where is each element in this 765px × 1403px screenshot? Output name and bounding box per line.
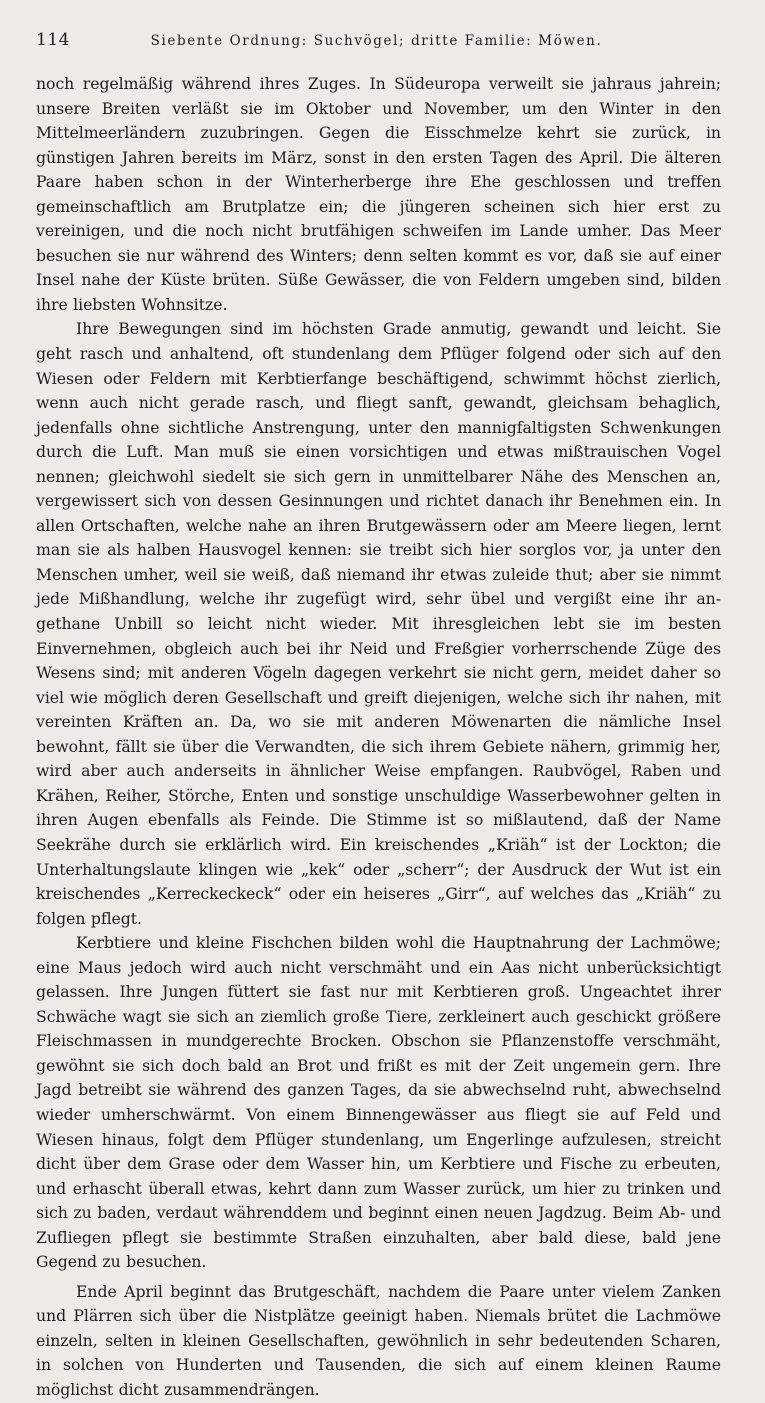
running-head: Siebente Ordnung: Suchvögel; dritte Familie: Möwen. [150,33,603,49]
body-text [36,72,721,1403]
paragraph-2: Ihre Bewegungen sind im höchsten Grade anmutig, gewandt und leicht. Sie geht rasch und anhaltend, oft stundenlang dem Pflüger folgend oder sich auf den Wiesen oder Feldern mit Kerbtierfange beschäftigend, schwimmt höchst zierlich, wenn auch nicht gerade rasch, und fliegt sanft, gewandt, gleichsam behaglich, jedenfalls ohne sichtliche Anstrengung, unter den mannigfaltigsten Schwenkungen durch die Luft. Man muß sie einen vorsichtigen und etwas mißtrauischen Vogel nennen; gleichwohl siedelt sie sich gern in unmittelbarer Nähe des Menschen an, vergewissert sich von dessen Gesinnungen und richtet danach ihr Benehmen ein. In allen Ortschaften, welche nahe an ihren Brutgewässern oder am Meere liegen, lernt man sie als halben Hausvogel kennen: sie treibt sich hier sorglos vor, ja unter den Menschen umher, weil sie weiß, daß niemand ihr etwas zuleide thut; aber sie nimmt jede Mißhandlung, welche ihr zugefügt wird, sehr übel und vergißt eine ihr angethane Unbill so leicht nicht wieder. Mit ihresgleichen lebt sie im besten Einvernehmen, obgleich auch bei ihr Neid und Freßgier vorherrschende Züge des Wesens sind; mit anderen Vögeln dagegen verkehrt sie nicht gern, meidet daher so viel wie möglich deren Gesellschaft und greift diejenigen, welche sich ihr nahen, mit vereinten Kräften an. Da, wo sie mit anderen Möwenarten die nämliche Insel bewohnt, fällt sie über die Verwandten, die sich ihrem Gebiete nähern, grimmig her, wird aber auch anderseits in ähnlicher Weise empfangen. Raubvögel, Raben und Krähen, Reiher, Störche, Enten und sonstige unschuldige Wasserbewohner gelten in ihren Augen ebenfalls als Feinde. Die Stimme ist so mißlautend, daß der Name Seekrähe durch sie erklärlich wird. Ein kreischendes „Kriäh“ ist der Lockton; die Unterhaltungslaute klingen wie „kek“ oder „scherr“; der Ausdruck der Wut ist ein kreischendes „Kerreckeckeck“ oder ein heiseres „Girr“, auf welches das „Kriäh“ zu folgen pflegt. [36,319,721,928]
paragraph-3: Kerbtiere und kleine Fischchen bilden wohl die Hauptnahrung der Lachmöwe; eine Maus jedoch wird auch nicht verschmäht und ein Aas nicht unberücksichtigt gelassen. Ihre Jungen füttert sie fast nur mit Kerbtieren groß. Ungeachtet ihrer Schwäche wagt sie sich an ziemlich große Tiere, zerkleinert auch geschickt größere Fleischmassen in mundgerechte Brocken. Obschon sie Pflanzenstoffe verschmäht, gewöhnt sie sich doch bald an Brot und frißt es mit der Zeit ungemein gern. Ihre Jagd betreibt sie während des ganzen Tages, da sie abwechselnd ruht, abwechselnd wieder umherschwärmt. Von einem Binnengewässer aus fliegt sie auf Feld und Wiesen hinaus, folgt dem Pflüger stundenlang, um Engerlinge aufzulesen, streicht dicht über dem Grase oder dem Wasser hin, um Kerbtiere und Fische zu erbeuten, und erhascht überall etwas, kehrt dann zum Wasser zurück, um hier zu trinken und sich zu baden, verdaut währenddem und beginnt einen neuen Jagdzug. Beim Ab- und Zufliegen pflegt sie bestimmte Straßen einzuhalten, aber bald diese, bald jene Gegend zu besuchen. [36,933,721,1272]
paragraph-4: Ende April beginnt das Brutgeschäft, nachdem die Paare unter vielem Zanken und Plärren sich über die Nistplätze geeinigt haben. Niemals brütet die Lachmöwe einzeln, selten in kleinen Gesellschaften, gewöhnlich in sehr bedeutenden Scharen, in solchen von Hunderten und Tausenden, die sich auf einem kleinen Raume möglichst dicht zusammendrängen. [36,1281,721,1399]
page-header [36,30,721,58]
page-number: 114 [36,30,70,50]
paragraph-1: noch regelmäßig während ihres Zuges. In Südeuropa verweilt sie jahraus jahrein; unsere Breiten verläßt sie im Oktober und November, um den Winter in den Mittelmeerländern zuzubringen. Gegen die Eisschmelze kehrt sie zurück, in günstigen Jahren bereits im März, sonst in den ersten Tagen des April. Die älteren Paare haben schon in der Winterherberge ihre Ehe geschlossen und treffen gemeinschaftlich am Brutplatze ein; die jüngeren scheinen sich hier erst zu vereinigen, und die noch nicht brutfähigen schweifen im Lande umher. Das Meer besuchen sie nur während des Winters; denn selten kommt es vor, daß sie auf einer Insel nahe der Küste brüten. Süße Gewässer, die von Feldern umgeben sind, bilden ihre liebsten Wohnsitze. [36,74,721,314]
